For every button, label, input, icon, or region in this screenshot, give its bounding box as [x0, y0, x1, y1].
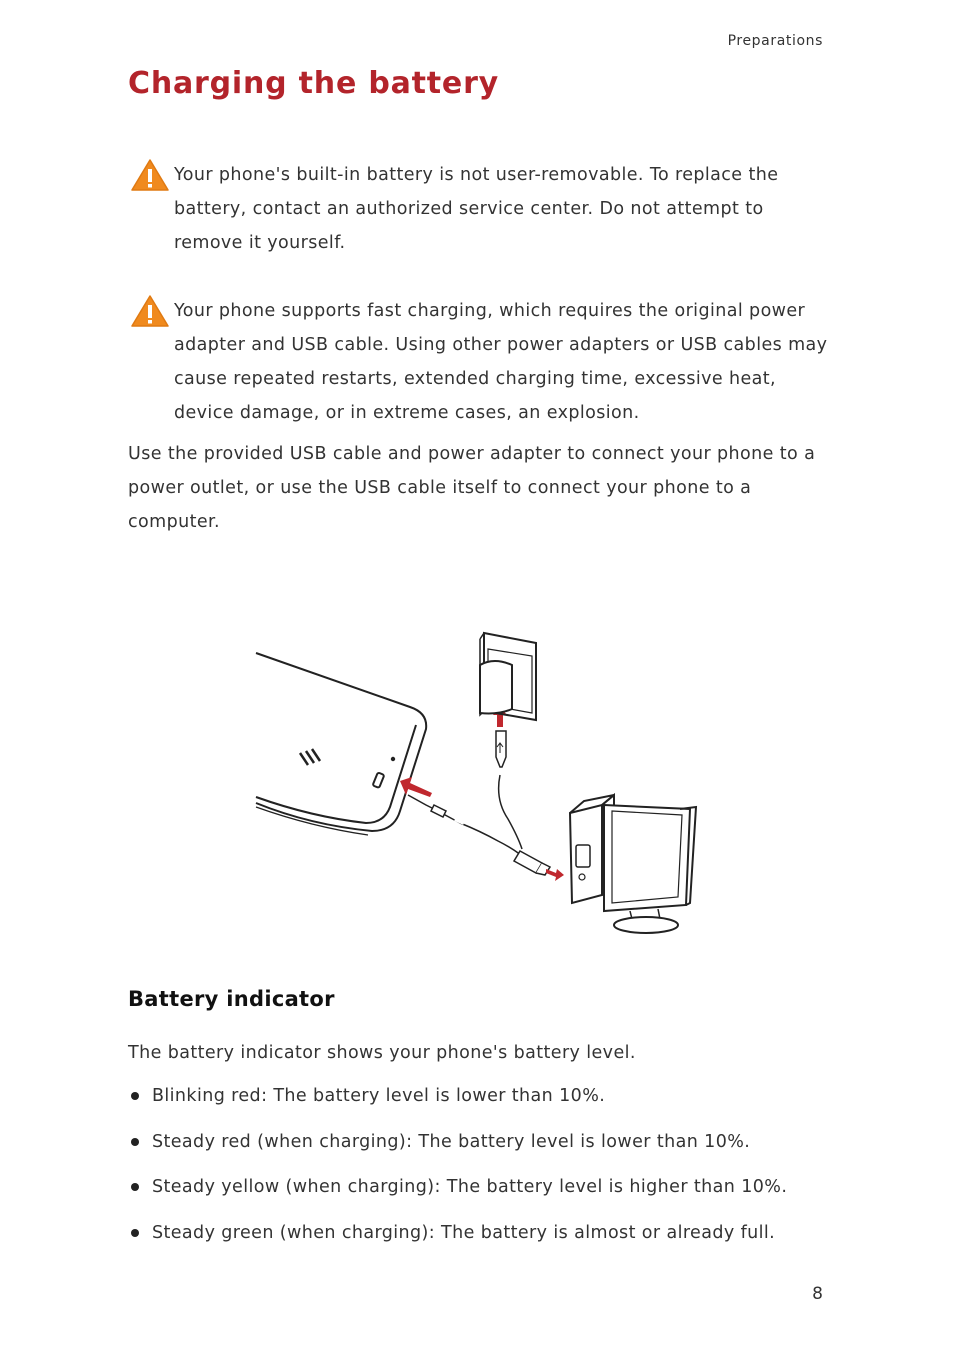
warning-icon	[130, 294, 170, 328]
computer-icon	[570, 795, 696, 933]
running-header: Preparations	[727, 33, 823, 49]
warning-icon	[130, 158, 170, 192]
bullet-icon	[131, 1229, 139, 1237]
warning-note-text: Your phone supports fast charging, which requires the original power adapter and USB cable. Using other power adapters or USB cables may cause repeated restarts, extended charging time, excessive heat, device damage, or in extreme cases, an explosion.	[174, 301, 828, 423]
list-item	[128, 1170, 848, 1216]
list-item	[128, 1125, 848, 1171]
bullet-icon	[131, 1138, 139, 1146]
list-item	[128, 1079, 848, 1125]
intro-paragraph: Use the provided USB cable and power adapter to connect your phone to a power outlet, or use the USB cable itself to connect your phone to a computer.	[128, 444, 816, 532]
battery-indicator-list	[128, 1079, 848, 1261]
list-item-text: Steady green (when charging): The battery is almost or already full.	[152, 1222, 776, 1243]
bullet-icon	[131, 1183, 139, 1191]
battery-indicator-intro: The battery indicator shows your phone's battery level.	[128, 1043, 636, 1063]
list-item-text: Steady red (when charging): The battery level is lower than 10%.	[152, 1131, 751, 1152]
phone-illustration	[256, 653, 426, 835]
warning-note-text: Your phone's built-in battery is not user-removable. To replace the battery, contact an authorized service center. Do not attempt to remove it yourself.	[174, 165, 779, 253]
page-title: Charging the battery	[128, 66, 500, 101]
warning-note-2	[130, 294, 830, 430]
list-item-text: Blinking red: The battery level is lower than 10%.	[152, 1086, 606, 1106]
power-adapter-icon	[480, 633, 536, 720]
page-number: 8	[812, 1284, 823, 1304]
charging-illustration	[250, 625, 710, 935]
warning-note-1	[130, 158, 830, 260]
bullet-icon	[131, 1092, 139, 1100]
section-heading: Battery indicator	[128, 987, 335, 1011]
list-item	[128, 1216, 848, 1262]
list-item-text: Steady yellow (when charging): The battery level is higher than 10%.	[152, 1177, 788, 1197]
usb-cable-icon	[408, 731, 550, 875]
